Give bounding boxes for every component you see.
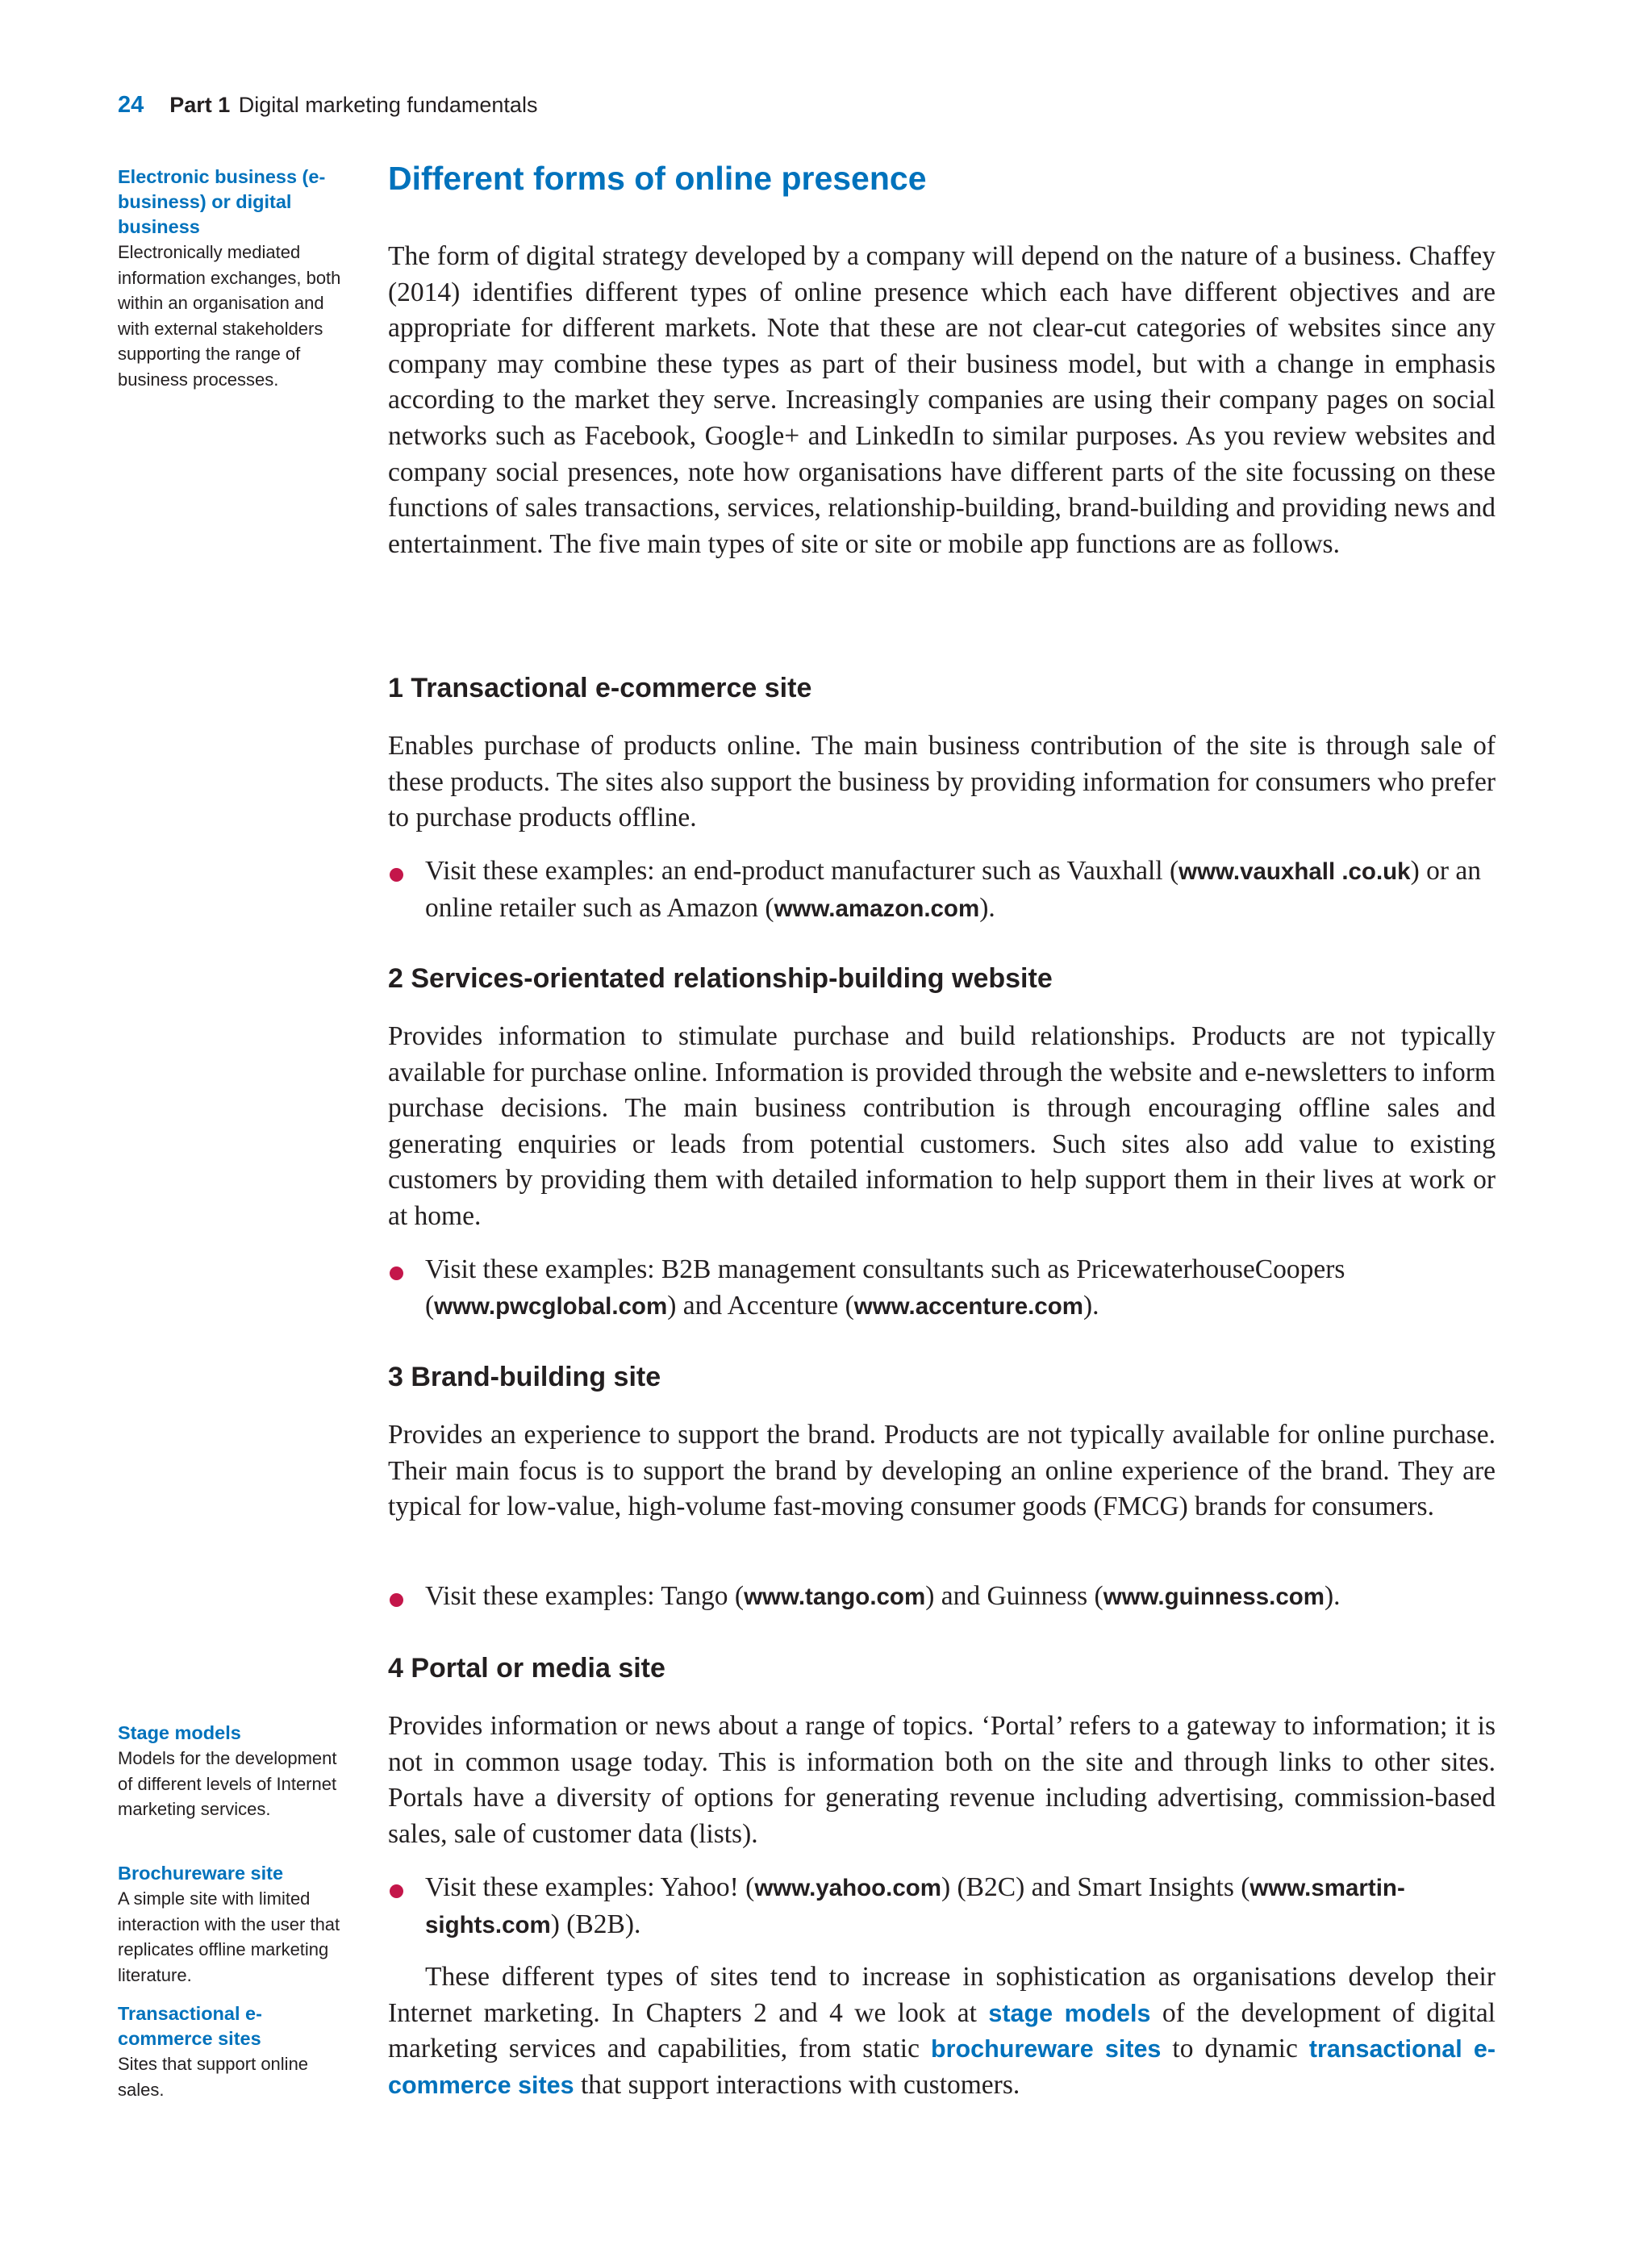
bullet-text-part: ).: [979, 892, 995, 923]
link-smartinsights[interactable]: www.smartinsights.com: [425, 1875, 1405, 1938]
term-stage-models: stage models: [988, 1999, 1151, 2027]
margin-note-brochureware: [118, 1861, 344, 1988]
margin-note-stage-models: [118, 1721, 344, 1822]
margin-note-definition: Models for the development of different levels of Internet marketing services.: [118, 1748, 337, 1820]
bullet-portal-examples: [388, 1870, 1496, 1943]
margin-note-definition: Sites that support online sales.: [118, 2054, 309, 2100]
closing-text-part: to dynamic: [1161, 2034, 1309, 2064]
section-title: Different forms of online presence: [388, 160, 927, 197]
closing-text: [388, 1959, 1496, 2103]
bullet-text: [425, 853, 1496, 927]
body-text: Provides information to stimulate purchase and build relationships. Products are not typically available for purchase online. Information is provided through the website and e-newsletters to inform purchase decisions. The main business contribution is through encouraging offline sales and generating enquiries or leads from potential customers. Such sites also add value to existing customers by providing them with detailed information to help support them in their lives at work or at home.: [388, 1021, 1496, 1231]
bullet-text-part: ) or an online retailer such as Amazon (: [425, 856, 1482, 923]
link-yahoo[interactable]: www.yahoo.com: [754, 1875, 941, 1901]
body-portal-site: [388, 1709, 1496, 1852]
body-text: Provides an experience to support the brand. Products are not typically available for online purchase. Their main focus is to support the brand by developing an online experience of the brand. They are typical for low-value, high-volume fast-moving consumer goods (FMCG) brands for consumers.: [388, 1420, 1496, 1522]
bullet-text-part: ) (B2C) and Smart Insights (: [941, 1872, 1250, 1902]
bullet-brand-examples: [388, 1579, 1496, 1616]
bullet-text: [425, 1870, 1496, 1943]
link-pwcglobal[interactable]: www.pwcglobal.com: [434, 1292, 668, 1320]
term-transactional-sites: transactional e-commerce sites: [388, 2035, 1496, 2099]
link-vauxhall[interactable]: www.vauxhall .co.uk: [1179, 858, 1411, 885]
page-number: 24: [118, 92, 144, 118]
bullet-text-part: ) and Guinness (: [925, 1581, 1103, 1611]
term-brochureware-sites: brochureware sites: [931, 2035, 1162, 2063]
margin-note-definition: Electronically mediated information exchanges, both within an organisation and with external stakeholders supporting the range of business processes.: [118, 242, 341, 390]
closing-paragraph: [388, 1959, 1496, 2103]
heading-services-site: 2 Services-orientated relationship-building website: [388, 963, 1053, 994]
closing-text-part: that support interactions with customers.: [574, 2069, 1020, 2100]
intro-text: The form of digital strategy developed by a company will depend on the nature of a business. Chaffey (2014) identifies different types of online presence which each have different objectives and are appropriate for different markets. Note that these are not clear-cut categories of websites since any company may combine these types as part of their business model, but with a change in emphasis according to the market they serve. Increasingly companies are using their company pages on social networks such as Facebook, Google+ and LinkedIn to similar purposes. As you review websites and company social presences, note how organisations have different parts of the site focussing on these functions of sales transactions, services, relationship-building, brand-building and providing news and entertainment. The five main types of site or site or mobile app functions are as follows.: [388, 241, 1496, 559]
heading-transactional-site: 1 Transactional e-commerce site: [388, 673, 812, 703]
heading-portal-site: 4 Portal or media site: [388, 1653, 665, 1684]
bullet-icon: [390, 868, 403, 882]
margin-note-term: Stage models: [118, 1722, 241, 1743]
bullet-text-part: ).: [1083, 1290, 1099, 1321]
bullet-transactional-examples: [388, 853, 1496, 927]
margin-note-definition: A simple site with limited interaction with the user that replicates offline marketing literature.: [118, 1888, 340, 1985]
body-brand-site: [388, 1417, 1496, 1525]
link-amazon[interactable]: www.amazon.com: [774, 895, 980, 922]
body-services-site: [388, 1019, 1496, 1235]
part-label: Part 1: [169, 93, 231, 117]
bullet-icon: [390, 1266, 403, 1280]
margin-note-transactional: [118, 2001, 344, 2102]
part-title: Digital marketing fundamentals: [238, 93, 538, 117]
bullet-icon: [390, 1884, 403, 1898]
intro-paragraph: [388, 239, 1496, 562]
link-guinness[interactable]: www.guinness.com: [1103, 1584, 1325, 1610]
margin-note-term: Brochureware site: [118, 1863, 284, 1884]
closing-text-part: These different types of sites tend to increase in sophistication as organisations develop their Internet marketing. In Chapters 2 and 4 we look at: [388, 1962, 1496, 2028]
bullet-text-part: Visit these examples: Tango (: [425, 1581, 745, 1611]
running-header: [118, 92, 537, 127]
bullet-icon: [390, 1593, 403, 1607]
body-text: Provides information or news about a range of topics. ‘Portal’ refers to a gateway to information; it is not in common usage today. This is information both on the site and through links to other sites. Portals have a diversity of options for generating revenue including advertising, commission-based sales, sale of customer data (lists).: [388, 1711, 1496, 1849]
margin-note-term: Transactional e-commerce sites: [118, 2003, 262, 2049]
closing-text-part: of the development of digital marketing services and capabilities, from static: [388, 1997, 1496, 2064]
margin-note-e-business: [118, 165, 344, 393]
heading-brand-site: 3 Brand-building site: [388, 1362, 661, 1392]
margin-note-term: Electronic business (e-business) or digital business: [118, 166, 326, 237]
bullet-services-examples: [388, 1252, 1496, 1325]
link-tango[interactable]: www.tango.com: [744, 1584, 926, 1610]
bullet-text: [425, 1252, 1496, 1325]
bullet-text-part: ).: [1324, 1581, 1341, 1611]
bullet-text-part: Visit these examples: an end-product manufacturer such as Vauxhall (: [425, 856, 1179, 886]
body-transactional-site: [388, 728, 1496, 837]
bullet-text: [425, 1579, 1496, 1616]
bullet-text-part: Visit these examples: B2B management consultants such as PricewaterhouseCoopers (: [425, 1254, 1345, 1321]
link-accenture[interactable]: www.accenture.com: [853, 1292, 1083, 1320]
bullet-text-part: ) and Accenture (: [667, 1290, 854, 1321]
bullet-text-part: ) (B2B).: [550, 1909, 641, 1939]
body-text: Enables purchase of products online. The main business contribution of the site is through sale of these products. The sites also support the business by providing information for consumers who prefer to purchase products offline.: [388, 731, 1496, 833]
bullet-text-part: Visit these examples: Yahoo! (: [425, 1872, 755, 1902]
